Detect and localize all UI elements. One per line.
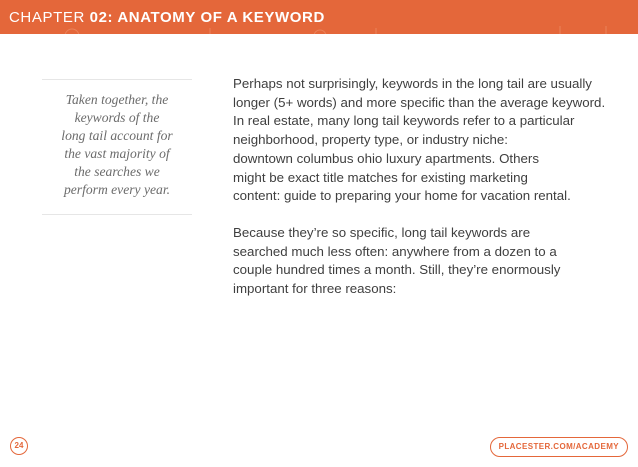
body-copy (233, 75, 628, 317)
paragraph-line: In real estate, many long tail keywords refer to a particular (233, 113, 575, 129)
paragraph-line: couple hundred times a month. Still, they’re enormously (233, 262, 561, 278)
pull-quote-line: the vast majority of (64, 146, 170, 161)
pull-quote (42, 79, 192, 215)
paragraph (233, 224, 628, 299)
paragraph (233, 75, 628, 206)
chapter-name: ANATOMY OF A KEYWORD (113, 9, 325, 26)
pull-quote-line: perform every year. (63, 182, 171, 197)
chapter-number: 02: (89, 9, 114, 26)
pull-quote-line: the searches we (74, 164, 160, 179)
pull-quote-line: keywords of the (74, 110, 160, 125)
paragraph-line: content: guide to preparing your home for vacation rental. (233, 188, 571, 204)
chapter-label: CHAPTER (9, 9, 90, 26)
footer-url-link[interactable]: PLACESTER.COM/ACADEMY (490, 437, 628, 457)
page-number-badge: 24 (10, 437, 28, 455)
paragraph-line: longer (5+ words) and more specific than the average keyword. (233, 94, 606, 110)
paragraph-line: important for three reasons: (233, 281, 397, 297)
paragraph-line: neighborhood, property type, or industry niche: (233, 132, 508, 148)
chapter-header (0, 0, 638, 34)
pull-quote-line: long tail account for (61, 128, 173, 143)
paragraph-line: downtown columbus ohio luxury apartments. Others (233, 150, 539, 166)
pull-quote-line: Taken together, the (65, 92, 169, 107)
chapter-title (9, 9, 325, 26)
paragraph-line: Because they’re so specific, long tail keywords are (233, 224, 531, 240)
paragraph-line: searched much less often: anywhere from a dozen to a (233, 243, 557, 259)
paragraph-line: might be exact title matches for existing marketing (233, 169, 528, 185)
paragraph-line: Perhaps not surprisingly, keywords in the long tail are usually (233, 76, 592, 91)
pull-quote-text (42, 91, 192, 199)
